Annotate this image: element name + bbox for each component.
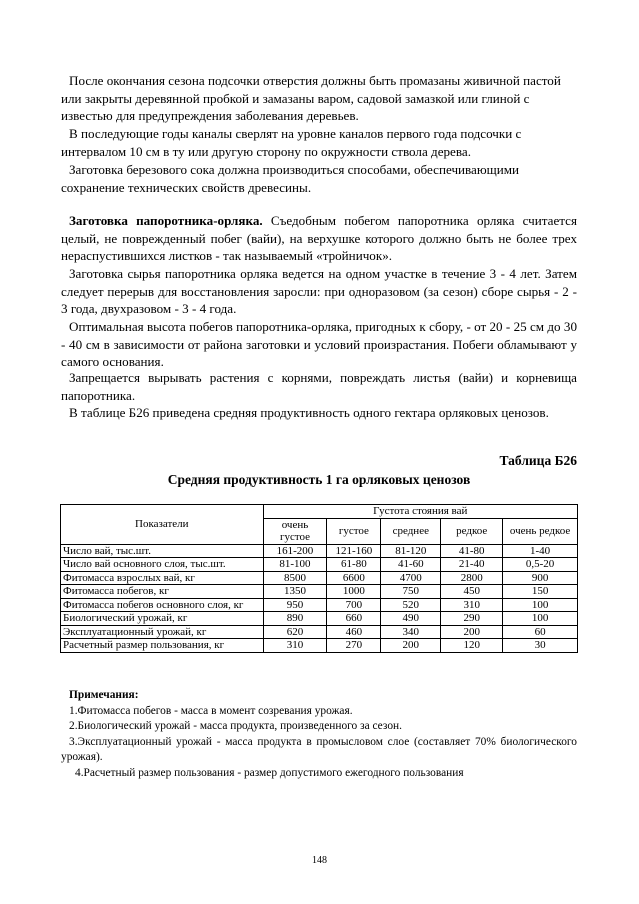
table-cell: 161-200 <box>263 544 327 558</box>
table-cell: 61-80 <box>327 558 381 572</box>
table-cell: 2800 <box>441 571 503 585</box>
paragraph-fern-intro <box>61 212 577 265</box>
table-cell: 200 <box>381 639 441 653</box>
page-number: 148 <box>312 855 327 866</box>
table-cell: 1000 <box>327 585 381 599</box>
col-header: редкое <box>441 518 503 544</box>
table-row <box>61 598 578 612</box>
notes-heading: Примечания: <box>69 689 139 701</box>
fern-heading: Заготовка папоротника-орляка. <box>69 213 263 228</box>
row-label: Число вай основного слоя, тыс.шт. <box>61 558 264 572</box>
paragraph-top-2: В последующие годы каналы сверлят на уровне каналов первого года подсочки с интервалом 10 см в ту или другую сторону по окружности ствола дерева. <box>61 126 522 159</box>
table-cell: 290 <box>441 612 503 626</box>
table-cell: 890 <box>263 612 327 626</box>
paragraph-top-1: После окончания сезона подсочки отверстия должны быть промазаны живичной пастой или закрыты деревянной пробкой и замазаны варом, садовой замазкой или глиной с известью для предупреждения заболевания деревьев. <box>61 73 561 124</box>
table-row <box>61 625 578 639</box>
table-cell: 490 <box>381 612 441 626</box>
table-cell: 150 <box>503 585 578 599</box>
col-header: густое <box>327 518 381 544</box>
row-label: Расчетный размер пользования, кг <box>61 639 264 653</box>
table-cell: 121-160 <box>327 544 381 558</box>
table-row <box>61 544 578 558</box>
table-cell: 520 <box>381 598 441 612</box>
col-header-indicator: Показатели <box>61 505 264 545</box>
table-cell: 60 <box>503 625 578 639</box>
table-cell: 100 <box>503 598 578 612</box>
table-cell: 750 <box>381 585 441 599</box>
table-cell: 310 <box>263 639 327 653</box>
table-row <box>61 585 578 599</box>
table-cell: 1350 <box>263 585 327 599</box>
notes-block <box>61 688 577 781</box>
table-cell: 41-80 <box>441 544 503 558</box>
table-cell: 6600 <box>327 571 381 585</box>
table-cell: 460 <box>327 625 381 639</box>
row-label: Фитомасса побегов основного слоя, кг <box>61 598 264 612</box>
table-cell: 4700 <box>381 571 441 585</box>
paragraph-fern-4: Запрещается вырывать растения с корнями, повреждать листья (вайи) и корневища папоротника. <box>61 370 577 403</box>
table-cell: 340 <box>381 625 441 639</box>
table-title: Средняя продуктивность 1 га орляковых ценозов <box>167 472 471 487</box>
table-cell: 81-100 <box>263 558 327 572</box>
note-item: 4.Расчетный размер пользования - размер допустимого ежегодного пользования <box>75 766 464 779</box>
col-header-group: Густота стояния вай <box>263 505 577 519</box>
row-label: Биологический урожай, кг <box>61 612 264 626</box>
table-row <box>61 639 578 653</box>
table-cell: 310 <box>441 598 503 612</box>
table-cell: 450 <box>441 585 503 599</box>
productivity-table <box>60 504 578 653</box>
fern-intro-text: Съедобным побегом папоротника орляка считается целый, не поврежденный побег (вайи), на верхушке которого должно быть не более трех нераспустившихся листков - так называемый «тройничок». <box>61 213 577 264</box>
table-cell: 660 <box>327 612 381 626</box>
col-header: очень густое <box>263 518 327 544</box>
table-cell: 270 <box>327 639 381 653</box>
table-cell: 100 <box>503 612 578 626</box>
table-header-row <box>61 505 578 519</box>
table-cell: 120 <box>441 639 503 653</box>
table-cell: 900 <box>503 571 578 585</box>
paragraph-fern-2: Заготовка сырья папоротника орляка ведется на одном участке в течение 3 - 4 лет. Затем следует перерыв для восстановления заросли: при одноразовом (за сезон) сборе сырья - 2 - 3 года, двухразовом - 3 - 4 года. <box>61 266 577 317</box>
table-cell: 21-40 <box>441 558 503 572</box>
table-row <box>61 571 578 585</box>
table-row <box>61 612 578 626</box>
note-item: 1.Фитомасса побегов - масса в момент созревания урожая. <box>69 704 353 717</box>
table-cell: 620 <box>263 625 327 639</box>
row-label: Фитомасса побегов, кг <box>61 585 264 599</box>
paragraph-fern-5: В таблице Б26 приведена средняя продуктивность одного гектара орляковых ценозов. <box>69 405 549 420</box>
table-cell: 0,5-20 <box>503 558 578 572</box>
col-header: среднее <box>381 518 441 544</box>
col-header: очень редкое <box>503 518 578 544</box>
table-row <box>61 558 578 572</box>
row-label: Эксплуатационный урожай, кг <box>61 625 264 639</box>
paragraph-fern-3: Оптимальная высота побегов папоротника-орляка, пригодных к сбору, - от 20 - 25 см до 30 - 40 см в зависимости от района заготовки и условий произрастания. Побеги обламывают у самого основания. <box>61 319 577 370</box>
table-cell: 700 <box>327 598 381 612</box>
paragraph-top-3: Заготовка березового сока должна производиться способами, обеспечивающими сохранение технических свойств древесины. <box>61 162 520 195</box>
note-item: 2.Биологический урожай - масса продукта, произведенного за сезон. <box>69 720 402 732</box>
row-label: Фитомасса взрослых вай, кг <box>61 571 264 585</box>
table-cell: 81-120 <box>381 544 441 558</box>
table-cell: 41-60 <box>381 558 441 572</box>
table-cell: 1-40 <box>503 544 578 558</box>
table-body <box>61 544 578 652</box>
row-label: Число вай, тыс.шт. <box>61 544 264 558</box>
table-label: Таблица Б26 <box>499 453 577 468</box>
table-cell: 950 <box>263 598 327 612</box>
note-item: 3.Эксплуатационный урожай - масса продукта в промысловом слое (составляет 70% биологического урожая). <box>61 735 577 763</box>
table-cell: 30 <box>503 639 578 653</box>
table-cell: 8500 <box>263 571 327 585</box>
table-cell: 200 <box>441 625 503 639</box>
